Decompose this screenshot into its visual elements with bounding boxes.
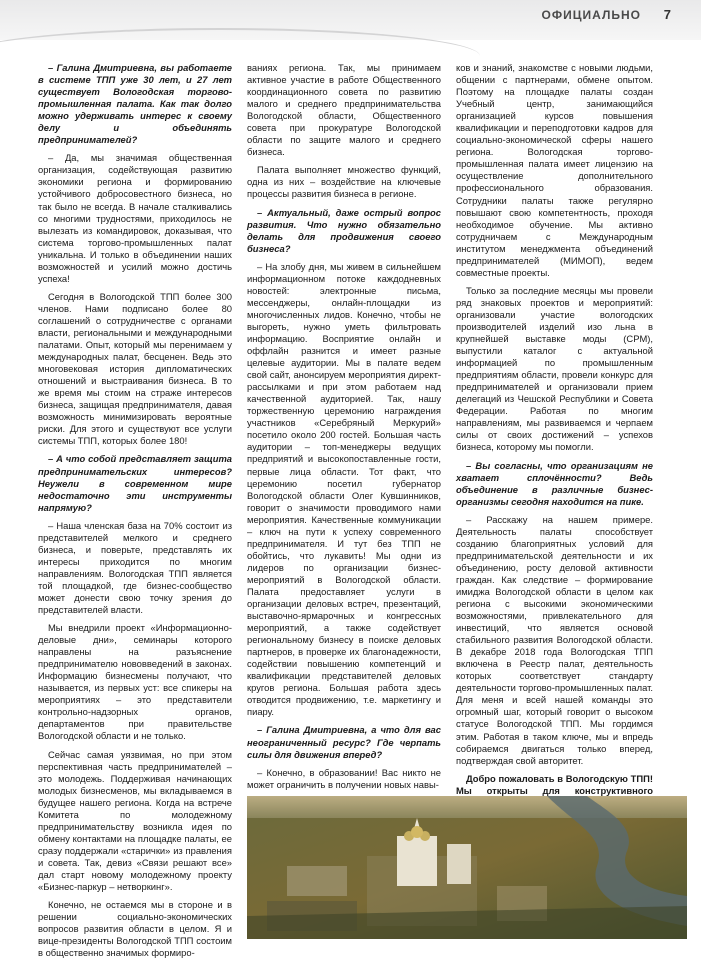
article-paragraph: – На злобу дня, мы живем в сильнейшем информационном потоке каждодневных новостей: электронные письма, мессенджеры, онлайн-площадки из многочисленных лидов. Конечно, чтобы не выгореть, нужно уметь фильтровать информацию. Восприятие онлайн и оффлайн разнится и имеет разные целевые аудитории. Мы в палате ведем свой сайт, анонсируем мероприятия директ-рассылками и при этом работаем над качественной аудиторией. Так, нашу торжественную церемонию награждения участников «Серебряный Меркурий» посетило около 200 гостей. Большая часть аудитории – топ-менеджеры ведущих предприятий и высокопоставленные гости, первые лица области. Тот факт, что церемонию посетил губернатор Вологодской области Олег Кувшинников, говорит о значимости проводимого нами мероприятия. Качественные коммуникации – ключ на пути к успеху современного предпринимателя. И тут без ТПП не обойтись, что лукавить! Мы одни из лидеров по организации бизнес-мероприятий в Вологодской области. Палата предоставляет услуги в организации деловых встреч, презентаций, выставочно-ярмарочных и конгрессных мероприятий, а также содействует региональному бизнесу в поиске деловых партнеров, в проверке их благонадежности, содействии повышению компетенций и квалификации представителей деловых кругов региона. Большая работа здесь отводится продвижению, т.е. маркетингу и пиару. [247, 260, 441, 718]
article-paragraph: – Конечно, в образовании! Вас никто не может ограничить в получении новых навы- [247, 766, 441, 790]
article-paragraph: – Да, мы значимая общественная организация, содействующая развитию экономики региона и формированию устойчивого добросовестного бизнеса, но так было не всегда. В начале сталкивались со многими трудностями, приходилось не вылезать из командировок, доказывая, что система торгово-промышленных палат уникальна. И только в объединении наших возможностей и усилий можно достичь успеха! [38, 152, 232, 284]
header-band [0, 0, 701, 40]
article-paragraph: – Наша членская база на 70% состоит из представителей мелкого и среднего бизнеса, и поверьте, представлять их интересы приходится по многим направлениям. Вологодская ТПП является той площадкой, где бизнес-сообщество может донести свою точку зрения до представителей власти. [38, 519, 232, 616]
section-label: ОФИЦИАЛЬНО [541, 8, 641, 22]
article-column-1 [38, 62, 232, 965]
article-column-2 [247, 62, 441, 797]
aerial-city-photo [247, 796, 687, 939]
article-paragraph: ков и знаний, знакомстве с новыми людьми, общении с партнерами, обмене опытом. Поэтому на площадке палаты создан Учебный центр, занимающийся организацией курсов повышения квалификации и переподготовки кадров для социально-экономической сферы нашего региона. Вологодская торгово-промышленная палата имеет лицензию на осуществление дополнительного профессионального образования. Сотрудники палаты также регулярно повышают свою компетентность, проходя необходимое обучение. Мы активно сотрудничаем с Международным институтом менеджмента объединений предпринимателей (МИМОП), ведем совместные проекты. [456, 62, 653, 278]
interview-question: – Галина Дмитриевна, вы работаете в системе ТПП уже 30 лет, и 27 лет существует Вологодская торгово-промышленная палата. Как так долго можно удерживать интерес к своему делу и объединять предпринимателей? [38, 62, 232, 146]
article-paragraph: Палата выполняет множество функций, одна из них – воздействие на ключевые процессы развития бизнеса в регионе. [247, 164, 441, 200]
interview-question: – Галина Дмитриевна, а что для вас неограниченный ресурс? Где черпать силы для движения вперед? [247, 724, 441, 760]
article-paragraph: Мы внедрили проект «Информационно-деловые дни», семинары которого направлены на разъяснение предпринимателю нововведений в законах. Информацию бизнесмены получают, что называется, из первых уст: все спикеры на мероприятиях – это представители контрольно-надзорных органов, департаментов при правительстве Вологодской области и не только. [38, 622, 232, 742]
article-paragraph: Сегодня в Вологодской ТПП более 300 членов. Нами подписано более 80 соглашений о сотрудничестве с органами власти, региональными и международными палатами. Опыт, который мы перенимаем у международных палат, бесценен. Ведь это многовековая история дипломатических отношений и выстраивания бизнеса. В то же время мы стоим на страже интересов бизнеса, защищая предпринимателя, давая возможность минимизировать вероятные риски. Для этого и существуют все услуги системы ТПП, которых более 180! [38, 290, 232, 447]
article-paragraph: Конечно, не остаемся мы в стороне и в решении социально-экономических вопросов развития области в целом. Я и вице-президенты Вологодской ТПП состоим в общественно значимых формиро- [38, 899, 232, 959]
article-paragraph: Только за последние месяцы мы провели ряд знаковых проектов и мероприятий: организовали участие вологодских производителей изделий изо льна в крупнейшей выставке моды (CPM), выпустили каталог с актуальной информацией по промышленным предприятиям области, провели конкурс для предпринимателей и организовали прием делегаций из Чешской Республики и Совета Федерации. Работая по многим направлениям, мы развиваемся и черпаем силы от своих достижений – успехов бизнеса, которому мы помогли. [456, 284, 653, 453]
article-paragraph: ваниях региона. Так, мы принимаем активное участие в работе Общественного координационного совета по развитию малого и среднего предпринимательства Вологодской области, Общественного совета при прокуратуре Вологодской области по защите малого и среднего бизнеса. [247, 62, 441, 158]
interview-question: – Актуальный, даже острый вопрос развития. Что нужно обязательно делать для продвижения своего бизнеса? [247, 206, 441, 254]
article-column-3 [456, 62, 653, 815]
interview-question: – Вы согласны, что организациям не хватает сплочённости? Ведь объединение в различные бизнес-организмы сегодня находится на пике. [456, 459, 653, 507]
interview-question: – А что собой представляет защита предпринимательских интересов? Неужели в современном мире недостаточно эти инструменты напрямую? [38, 453, 232, 513]
page-number: 7 [663, 7, 671, 22]
article-paragraph: – Расскажу на нашем примере. Деятельность палаты способствует созданию благоприятных условий для предпринимательской деятельности и их объединению, росту деловой активности граждан. Как следствие – формирование имиджа Вологодской области в целом как региона с высокими экономическими возможностями, привлекательного для инвестиций, что является основой стабильного развития Вологодской области. В декабре 2018 года Вологодская ТПП включена в Реестр палат, деятельность которых соответствует стандарту деятельности торгово-промышленных палат. Для меня и всей нашей команды это огромный шаг, который говорит о высоком статусе Вологодской ТПП. Мы гордимся этим. Работая в таком ключе, мы и впредь собираемся двигаться только вперед, подтверждая свой авторитет. [456, 513, 653, 766]
article-paragraph: Добро пожаловать в Вологодскую ТПП! Мы открыты для конструктивного [456, 772, 653, 796]
header-decorative-arc [0, 28, 480, 56]
article-paragraph: Сейчас самая уязвимая, но при этом перспективная часть предпринимателей – это молодежь. Поддерживая начинающих молодых бизнесменов, мы вкладываемся в будущее нашего региона. Когда на встрече Комитета по молодежному предпринимательству возникла идея по обмену контактами на площадке палаты, ее сразу поддержали «старички» из правления и совета. Так, девиз «Связи решают все» дал старт новому молодежному проекту «Бизнес-паркур – нетворкинг». [38, 748, 232, 893]
